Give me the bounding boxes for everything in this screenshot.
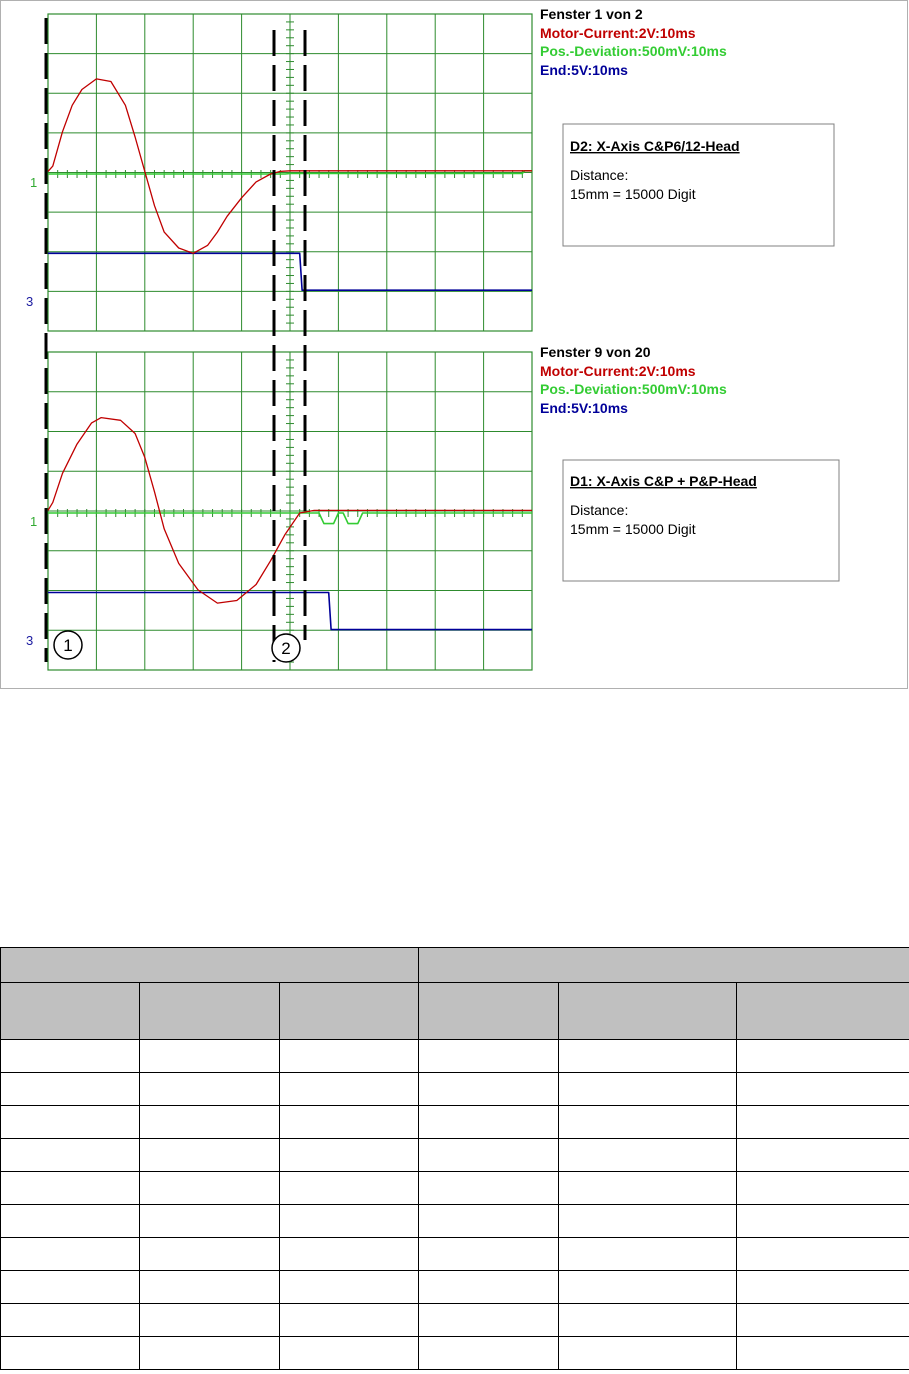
table-cell xyxy=(559,1172,737,1205)
table-cell xyxy=(1,1238,140,1271)
table-group-header-row xyxy=(1,948,909,983)
channel-3-marker: 3 xyxy=(26,633,34,648)
table-cell xyxy=(140,1304,280,1337)
legend-end: End:5V:10ms xyxy=(540,400,628,416)
legend-motor-current: Motor-Current:2V:10ms xyxy=(540,363,696,379)
table-cell xyxy=(559,1337,737,1370)
channel-1-marker: 1 xyxy=(30,514,38,529)
info-box-distance-value: 15mm = 15000 Digit xyxy=(570,186,696,202)
info-box-distance-label: Distance: xyxy=(570,502,629,518)
table-row xyxy=(1,1106,909,1139)
table-group-header-cell xyxy=(419,948,909,983)
info-box-distance-value: 15mm = 15000 Digit xyxy=(570,521,696,537)
info-box-title: D2: X-Axis C&P6/12-Head xyxy=(570,138,740,154)
legend-pos-deviation: Pos.-Deviation:500mV:10ms xyxy=(540,381,727,397)
table-cell xyxy=(1,1172,140,1205)
table-cell xyxy=(140,1106,280,1139)
table-header-cell xyxy=(737,983,909,1040)
table-cell xyxy=(1,1337,140,1370)
table-cell xyxy=(1,1304,140,1337)
table-cell xyxy=(419,1304,559,1337)
table-row xyxy=(1,1337,909,1370)
table-group-header-cell xyxy=(1,948,419,983)
table-cell xyxy=(737,1304,909,1337)
table-cell xyxy=(559,1238,737,1271)
window-label: Fenster 9 von 20 xyxy=(540,344,651,360)
table-row xyxy=(1,1139,909,1172)
table-row xyxy=(1,1238,909,1271)
table-cell xyxy=(140,1172,280,1205)
table-cell xyxy=(737,1337,909,1370)
legend-pos-deviation: Pos.-Deviation:500mV:10ms xyxy=(540,43,727,59)
table-cell xyxy=(737,1172,909,1205)
table-cell xyxy=(140,1271,280,1304)
table-cell xyxy=(419,1073,559,1106)
table-cell xyxy=(140,1337,280,1370)
table-cell xyxy=(419,1238,559,1271)
table-cell xyxy=(559,1271,737,1304)
table-cell xyxy=(280,1238,419,1271)
table-cell xyxy=(1,1139,140,1172)
channel-3-marker: 3 xyxy=(26,294,34,309)
table-cell xyxy=(419,1205,559,1238)
table-header-cell xyxy=(419,983,559,1040)
table-cell xyxy=(280,1337,419,1370)
table-cell xyxy=(419,1271,559,1304)
table-cell xyxy=(737,1139,909,1172)
table-cell xyxy=(280,1106,419,1139)
legend-motor-current: Motor-Current:2V:10ms xyxy=(540,25,696,41)
table-row xyxy=(1,1205,909,1238)
table-cell xyxy=(280,1040,419,1073)
table-header-cell xyxy=(559,983,737,1040)
table-cell xyxy=(419,1040,559,1073)
table-cell xyxy=(737,1238,909,1271)
table-row xyxy=(1,1040,909,1073)
table-cell xyxy=(1,1271,140,1304)
table-cell xyxy=(140,1205,280,1238)
table-cell xyxy=(419,1139,559,1172)
table-cell xyxy=(419,1106,559,1139)
table-cell xyxy=(737,1205,909,1238)
table-row xyxy=(1,1304,909,1337)
info-box-distance-label: Distance: xyxy=(570,167,629,183)
table-cell xyxy=(559,1040,737,1073)
annotation-label-2: 2 xyxy=(281,639,291,658)
table-cell xyxy=(737,1271,909,1304)
table-cell xyxy=(559,1304,737,1337)
table-cell xyxy=(280,1205,419,1238)
table-row xyxy=(1,1172,909,1205)
table-cell xyxy=(1,1205,140,1238)
table-cell xyxy=(737,1073,909,1106)
table-column-header-row xyxy=(1,983,909,1040)
table-row xyxy=(1,1271,909,1304)
info-box-title: D1: X-Axis C&P + P&P-Head xyxy=(570,473,757,489)
table-cell xyxy=(559,1106,737,1139)
results-table xyxy=(0,947,909,1370)
table-cell xyxy=(1,1073,140,1106)
window-label: Fenster 1 von 2 xyxy=(540,6,643,22)
channel-1-marker: 1 xyxy=(30,175,38,190)
table-header-cell xyxy=(140,983,280,1040)
table-cell xyxy=(559,1139,737,1172)
table-cell xyxy=(737,1040,909,1073)
table-cell xyxy=(140,1139,280,1172)
table-cell xyxy=(140,1073,280,1106)
table-cell xyxy=(419,1337,559,1370)
table-cell xyxy=(1,1040,140,1073)
table-cell xyxy=(280,1304,419,1337)
table-cell xyxy=(1,1106,140,1139)
table-cell xyxy=(280,1271,419,1304)
table-cell xyxy=(737,1106,909,1139)
table-cell xyxy=(419,1172,559,1205)
legend-end: End:5V:10ms xyxy=(540,62,628,78)
table-cell xyxy=(280,1073,419,1106)
table-cell xyxy=(280,1172,419,1205)
annotation-label-1: 1 xyxy=(63,636,73,655)
table-cell xyxy=(280,1139,419,1172)
table-cell xyxy=(140,1040,280,1073)
table-cell xyxy=(559,1073,737,1106)
table-cell xyxy=(140,1238,280,1271)
table-cell xyxy=(559,1205,737,1238)
table-row xyxy=(1,1073,909,1106)
table-header-cell xyxy=(1,983,140,1040)
table-header-cell xyxy=(280,983,419,1040)
